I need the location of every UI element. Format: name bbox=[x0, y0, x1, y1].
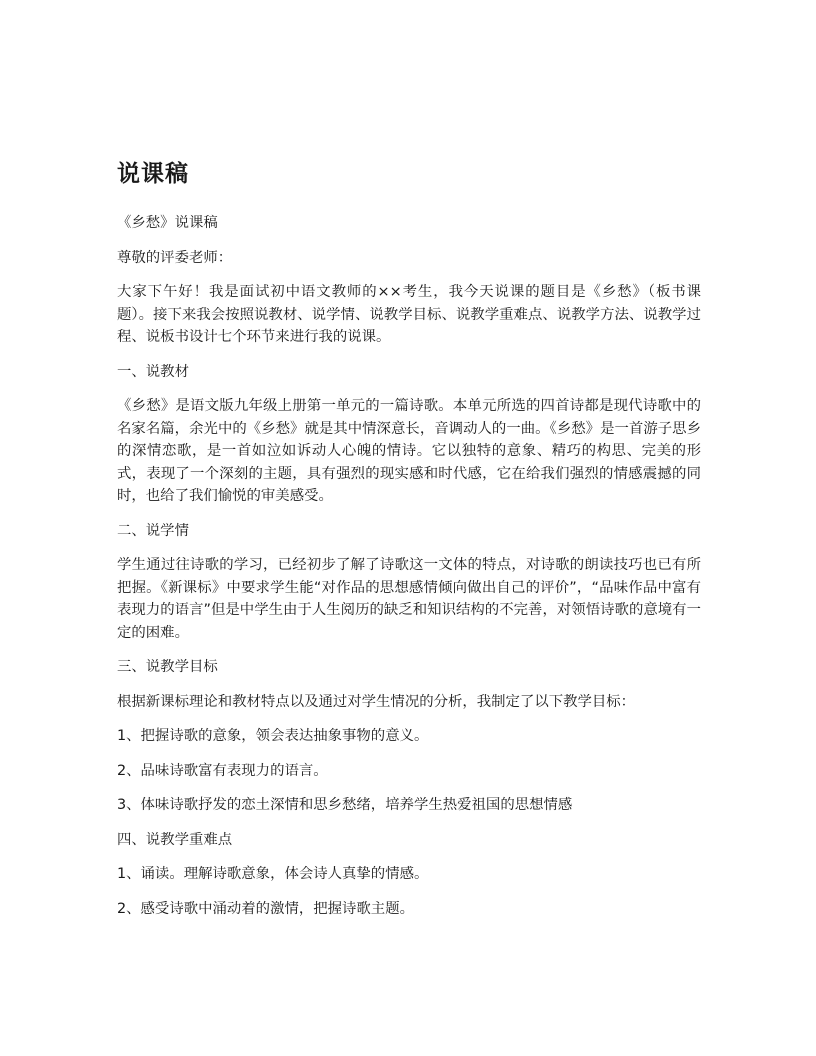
objective-item: 3、体味诗歌抒发的恋土深情和思乡愁绪，培养学生热爱祖国的思想情感 bbox=[117, 797, 573, 813]
section-heading-objectives: 三、说教学目标 bbox=[117, 659, 218, 675]
objective-item: 2、品味诗歌富有表现力的语言。 bbox=[117, 762, 328, 779]
key-point-item: 2、感受诗歌中涌动着的激情，把握诗歌主题。 bbox=[117, 900, 414, 917]
greeting: 尊敬的评委老师： bbox=[117, 249, 233, 266]
document-page bbox=[117, 158, 701, 932]
section-heading-key-points: 四、说教学重难点 bbox=[117, 831, 233, 848]
document-title: 说课稿 bbox=[117, 161, 189, 187]
section-heading-textbook: 一、说教材 bbox=[117, 363, 189, 380]
lesson-subtitle: 《乡愁》说课稿 bbox=[117, 215, 218, 231]
objective-item: 1、把握诗歌的意象，领会表达抽象事物的意义。 bbox=[117, 728, 429, 744]
students-paragraph: 学生通过往诗歌的学习，已经初步了解了诗歌这一文体的特点，对诗歌的朗读技巧也已有所把握。《新课标》中要求学生能“对作品的思想感情倾向做出自己的评价”，“品味作品中富有表现力的语言”但是中学生由于人生阅历的缺乏和知识结构的不完善，对领悟诗歌的意境有一定的困难。 bbox=[117, 557, 701, 641]
textbook-paragraph: 《乡愁》是语文版九年级上册第一单元的一篇诗歌。本单元所选的四首诗都是现代诗歌中的名家名篇，余光中的《乡愁》就是其中情深意长，音调动人的一曲。《乡愁》是一首游子思乡的深情恋歌，是一首如泣如诉动人心魄的情诗。它以独特的意象、精巧的构思、完美的形式，表现了一个深刻的主题，具有强烈的现实感和时代感，它在给我们强烈的情感震撼的同时，也给了我们愉悦的审美感受。 bbox=[117, 398, 701, 504]
section-heading-students: 二、说学情 bbox=[117, 522, 189, 539]
objectives-intro: 根据新课标理论和教材特点以及通过对学生情况的分析，我制定了以下教学目标： bbox=[117, 693, 636, 710]
key-point-item: 1、诵读。理解诗歌意象，体会诗人真挚的情感。 bbox=[117, 866, 429, 882]
intro-paragraph: 大家下午好！我是面试初中语文教师的××考生，我今天说课的题目是《乡愁》（板书课题）。接下来我会按照说教材、说学情、说教学目标、说教学重难点、说教学方法、说教学过程、说板书设计七个环节来进行我的说课。 bbox=[117, 284, 701, 345]
